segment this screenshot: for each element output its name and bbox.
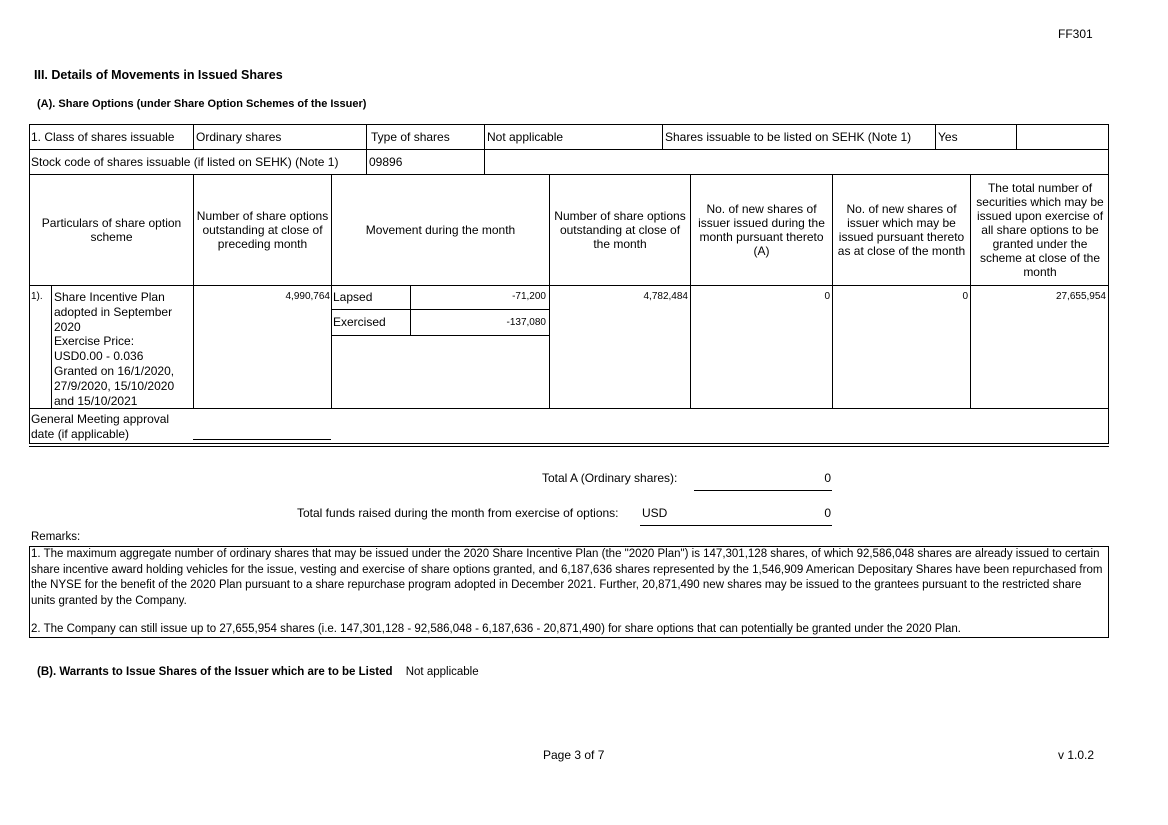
class-label: 1. Class of shares issuable: [31, 130, 175, 144]
remarks-label: Remarks:: [31, 531, 81, 543]
general-meeting-date-field: [193, 439, 331, 440]
lapsed-value: -71,200: [512, 291, 546, 302]
header-movement: Movement during the month: [365, 223, 516, 237]
remarks-para-2: 2. The Company can still issue up to 27,655,954 shares (i.e. 147,301,128 - 92,586,048 - 6,187,636 - 20,871,490) for share options that can potentially be granted under the 2020 Plan.: [31, 623, 962, 635]
scheme-description: Share Incentive Plan adopted in September 2020 Exercise Price: USD0.00 - 0.036 Granted on 16/1/2020, 27/9/2020, 15/10/2020 and 15/10/2021: [54, 290, 175, 408]
general-meeting-label: General Meeting approval date (if applicable): [31, 412, 170, 441]
total-a-value: 0: [824, 471, 831, 485]
remarks-para-1: 1. The maximum aggregate number of ordinary shares that may be issued under the 2020 Share Incentive Plan (the "2020 Plan") is 147,301,128 shares, of which 92,586,048 shares are already issued to certain share incentive award holding vehicles for the issue, vesting and exercise of share options granted, and 6,187,636 shares represented by the 1,546,909 American Depositary Shares have been repurchased from the NYSE for the benefit of the 2020 Plan pursuant to a share repurchase program adopted in December 2021. Further, 20,871,490 new shares may be issued to the grantees pursuant to the restricted share units granted by the Company.: [31, 548, 1103, 607]
outstanding-preceding-value: 4,990,764: [285, 291, 330, 302]
header-total-securities: The total number of securities which may be issued upon exercise of all share options to be granted under the scheme at close of the month: [976, 181, 1104, 279]
version: v 1.0.2: [1058, 748, 1095, 762]
scheme-index: 1).: [31, 291, 43, 302]
class-value: Ordinary shares: [196, 130, 282, 144]
funds-currency: USD: [642, 506, 668, 520]
subsection-b: [37, 666, 479, 678]
subsection-b-title: (B). Warrants to Issue Shares of the Issuer which are to be Listed: [37, 666, 393, 678]
outstanding-close-value: 4,782,484: [643, 291, 688, 302]
section-title: III. Details of Movements in Issued Shares: [34, 68, 283, 82]
page-number: Page 3 of 7: [543, 748, 605, 762]
funds-value: 0: [824, 506, 831, 520]
new-shares-may-issue-value: 0: [962, 291, 968, 302]
header-new-shares-issued: No. of new shares of issuer issued during the month pursuant thereto (A): [698, 202, 825, 258]
listed-label: Shares issuable to be listed on SEHK (Note 1): [665, 130, 912, 144]
listed-value: Yes: [938, 130, 958, 144]
exercised-label: Exercised: [333, 315, 386, 329]
form-code: FF301: [1058, 27, 1093, 41]
funds-label: Total funds raised during the month from exercise of options:: [297, 506, 619, 520]
new-shares-issued-value: 0: [824, 291, 830, 302]
header-particulars: Particulars of share option scheme: [41, 216, 182, 244]
exercised-value: -137,080: [506, 317, 546, 328]
type-value: Not applicable: [487, 130, 564, 144]
type-label: Type of shares: [371, 130, 450, 144]
header-new-shares-may-issue: No. of new shares of issuer which may be issued pursuant thereto as at close of the month: [837, 202, 966, 258]
header-outstanding-close: Number of share options outstanding at close of the month: [554, 209, 686, 251]
subsection-b-value: Not applicable: [405, 666, 479, 678]
stock-code-label: Stock code of shares issuable (if listed on SEHK) (Note 1): [31, 155, 339, 169]
lapsed-label: Lapsed: [333, 290, 373, 304]
subsection-a-title: (A). Share Options (under Share Option Schemes of the Issuer): [37, 98, 367, 110]
stock-code-value: 09896: [369, 155, 403, 169]
total-securities-value: 27,655,954: [1055, 291, 1106, 302]
total-a-label: Total A (Ordinary shares):: [542, 471, 678, 485]
header-outstanding-preceding: Number of share options outstanding at close of preceding month: [196, 209, 329, 251]
